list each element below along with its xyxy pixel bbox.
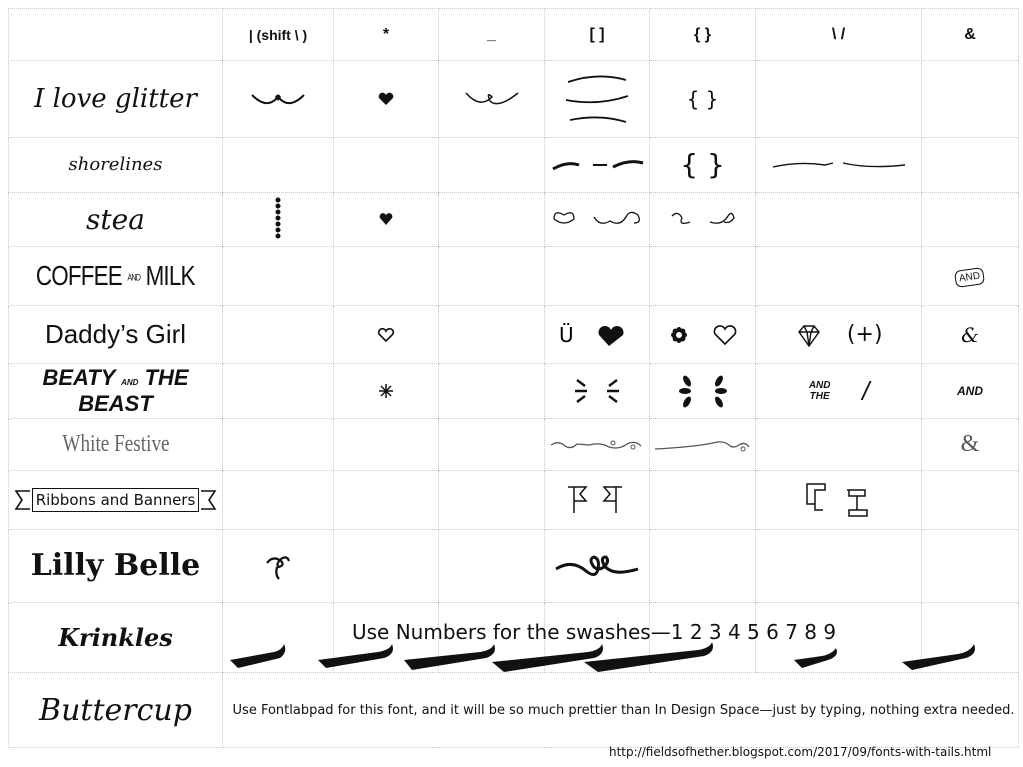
glyph-cell bbox=[545, 192, 650, 247]
glyph-cell bbox=[922, 418, 1019, 470]
plus-paren-glyph: (+) bbox=[846, 322, 883, 348]
banner-flag-icon bbox=[562, 483, 632, 517]
font-row-coffee bbox=[9, 247, 1019, 306]
glyph-cell bbox=[756, 529, 922, 602]
braces-large-glyph: { } bbox=[680, 148, 725, 182]
header-slashes: \ / bbox=[756, 9, 922, 61]
font-row-shorelines bbox=[9, 138, 1019, 193]
glyph-cell bbox=[922, 192, 1019, 247]
sparkle-icon bbox=[378, 383, 394, 399]
glyph-cell bbox=[334, 138, 439, 193]
font-name-cell bbox=[9, 61, 223, 138]
font-row-glitter bbox=[9, 61, 1019, 138]
glyph-cell bbox=[756, 471, 922, 530]
font-name-cell bbox=[9, 192, 223, 247]
glyph-cell bbox=[439, 364, 545, 419]
header-braces: { } bbox=[650, 9, 756, 61]
glyph-cell bbox=[334, 418, 439, 470]
glyph-cell bbox=[334, 529, 439, 602]
line-swash-icon bbox=[562, 70, 632, 128]
glyph-cell bbox=[439, 247, 545, 306]
flower-heart-icon bbox=[663, 320, 743, 350]
font-name-stea: stea bbox=[86, 202, 145, 236]
curl-swash-icon bbox=[263, 551, 293, 581]
and-the-glyph: AND THE bbox=[808, 380, 831, 403]
glyph-cell bbox=[545, 529, 650, 602]
font-name-cell bbox=[9, 529, 223, 602]
glyph-cell bbox=[334, 247, 439, 306]
header-brackets: [ ] bbox=[545, 9, 650, 61]
burst-drops-icon bbox=[673, 374, 733, 408]
glyph-cell bbox=[223, 61, 334, 138]
glyph-cell bbox=[756, 364, 922, 419]
font-name-krinkles: Krinkles bbox=[58, 622, 173, 652]
and-word: AND bbox=[121, 378, 139, 388]
font-name-daddy: Daddy’s Girl bbox=[44, 319, 187, 350]
glyph-cell bbox=[650, 138, 756, 193]
glyph-cell bbox=[334, 305, 439, 364]
and-glyph: AND bbox=[957, 384, 983, 399]
font-row-white-festive bbox=[9, 418, 1019, 470]
glyph-cell bbox=[334, 364, 439, 419]
glyph-cell bbox=[223, 192, 334, 247]
ornament-swash-icon bbox=[549, 438, 645, 452]
numbers-note: Use Numbers for the swashes—1 2 3 4 5 6 7 8 9 bbox=[352, 620, 837, 644]
svg-text:Ü: Ü bbox=[559, 322, 574, 347]
glyph-cell bbox=[756, 192, 922, 247]
font-name-cell bbox=[9, 305, 223, 364]
font-row-daddy bbox=[9, 305, 1019, 364]
font-row-stea bbox=[9, 192, 1019, 247]
font-row-buttercup bbox=[9, 673, 1019, 748]
glyph-cell bbox=[223, 138, 334, 193]
font-row-ribbons bbox=[9, 471, 1019, 530]
heart-column-icon bbox=[272, 196, 284, 242]
glyph-cell bbox=[922, 138, 1019, 193]
header-underscore: _ bbox=[439, 9, 545, 61]
glyph-cell bbox=[439, 529, 545, 602]
header-row bbox=[9, 9, 1019, 61]
glyph-cell bbox=[439, 418, 545, 470]
ornament-swash-long-icon bbox=[653, 437, 753, 453]
braces-glyph: { } bbox=[686, 87, 719, 112]
burst-lines-icon bbox=[567, 374, 627, 408]
source-url[interactable]: http://fieldsofhether.blogspot.com/2017/09/fonts-with-tails.html bbox=[609, 745, 992, 759]
glyph-cell bbox=[545, 305, 650, 364]
the-beast-word: THE BEAST bbox=[78, 365, 189, 417]
glyph-cell bbox=[756, 138, 922, 193]
heart-icon bbox=[376, 91, 396, 107]
glyph-cell bbox=[545, 471, 650, 530]
ribbon-end-right-icon bbox=[199, 487, 217, 513]
coffee-word: COFFEE bbox=[36, 260, 123, 291]
glyph-cell bbox=[439, 471, 545, 530]
glyph-cell bbox=[756, 418, 922, 470]
tilde-swash-icon bbox=[769, 157, 909, 173]
banner-scroll-icon bbox=[801, 480, 877, 520]
font-name-coffee bbox=[36, 260, 195, 292]
font-name-glitter: I love glitter bbox=[34, 84, 197, 115]
glyph-cell bbox=[650, 471, 756, 530]
font-row-beauty bbox=[9, 364, 1019, 419]
glyph-cell bbox=[545, 364, 650, 419]
glyph-cell bbox=[223, 364, 334, 419]
loop-swash-small-icon bbox=[668, 208, 738, 230]
glyph-cell bbox=[439, 138, 545, 193]
heart-loop-swash-icon bbox=[550, 207, 644, 231]
glyph-cell bbox=[439, 305, 545, 364]
glyph-cell bbox=[922, 61, 1019, 138]
font-name-buttercup: Buttercup bbox=[39, 692, 192, 728]
font-name-cell bbox=[9, 602, 223, 673]
font-name-cell bbox=[9, 138, 223, 193]
glyph-cell bbox=[439, 192, 545, 247]
font-name-cell bbox=[9, 471, 223, 530]
glyph-cell bbox=[223, 247, 334, 306]
glyph-cell bbox=[756, 61, 922, 138]
glyph-cell bbox=[334, 471, 439, 530]
glyph-cell bbox=[922, 529, 1019, 602]
glyph-cell bbox=[650, 61, 756, 138]
diamond-icon bbox=[794, 322, 824, 348]
glyph-cell bbox=[439, 61, 545, 138]
glyph-cell bbox=[650, 305, 756, 364]
font-name-white-festive: White Festive bbox=[61, 431, 170, 458]
glyph-cell bbox=[650, 529, 756, 602]
slash-glyph: / bbox=[862, 375, 870, 406]
glyph-cell bbox=[650, 247, 756, 306]
loop-swash-icon bbox=[464, 87, 520, 111]
and-word: AND bbox=[127, 272, 141, 283]
milk-word: MILK bbox=[145, 260, 195, 291]
glyph-cell bbox=[650, 364, 756, 419]
font-name-cell bbox=[9, 247, 223, 306]
header-empty bbox=[9, 9, 223, 61]
heart-outline-icon bbox=[376, 327, 396, 343]
beaty-word: BEATY bbox=[42, 365, 115, 391]
heart-icon bbox=[378, 212, 394, 226]
fontlab-note: Use Fontlabpad for this font, and it will be so much prettier than In Design Space—just by typing, nothing extra needed. bbox=[223, 673, 1019, 748]
glyph-cell bbox=[922, 247, 1019, 306]
and-boxed-glyph: AND bbox=[954, 267, 985, 288]
flourish-icon bbox=[552, 549, 642, 583]
ampersand-glyph: & bbox=[961, 322, 979, 347]
font-name-lilly: Lilly Belle bbox=[30, 548, 201, 584]
glyph-cell bbox=[334, 192, 439, 247]
glyph-cell bbox=[223, 305, 334, 364]
ampersand-tall-glyph: & bbox=[960, 431, 980, 458]
glyph-cell bbox=[922, 471, 1019, 530]
glyph-cell bbox=[650, 418, 756, 470]
font-name-cell bbox=[9, 673, 223, 748]
glyph-cell bbox=[922, 364, 1019, 419]
glyph-cell bbox=[334, 61, 439, 138]
glyph-cell bbox=[545, 418, 650, 470]
heart-swash-icon bbox=[248, 87, 308, 111]
font-name-ribbons: Ribbons and Banners bbox=[32, 488, 200, 512]
glyph-cell bbox=[545, 138, 650, 193]
glyph-cell bbox=[545, 247, 650, 306]
glyph-cell bbox=[756, 305, 922, 364]
font-name-cell bbox=[9, 418, 223, 470]
header-pipe: | (shift \ ) bbox=[223, 9, 334, 61]
glyph-cell bbox=[922, 305, 1019, 364]
ribbon-end-left-icon bbox=[14, 487, 32, 513]
font-name-beauty bbox=[42, 365, 188, 416]
font-row-lilly bbox=[9, 529, 1019, 602]
header-asterisk: * bbox=[334, 9, 439, 61]
glyph-cell bbox=[223, 418, 334, 470]
glyph-cell bbox=[545, 61, 650, 138]
smiley-heart-icon bbox=[555, 322, 639, 348]
glyph-cell bbox=[223, 471, 334, 530]
font-name-cell bbox=[9, 364, 223, 419]
glyph-cell bbox=[756, 247, 922, 306]
glyph-cell bbox=[650, 192, 756, 247]
header-ampersand: & bbox=[922, 9, 1019, 61]
wave-swash-icon bbox=[549, 155, 645, 175]
font-name-shorelines: shorelines bbox=[68, 154, 163, 176]
glyph-cell bbox=[223, 529, 334, 602]
